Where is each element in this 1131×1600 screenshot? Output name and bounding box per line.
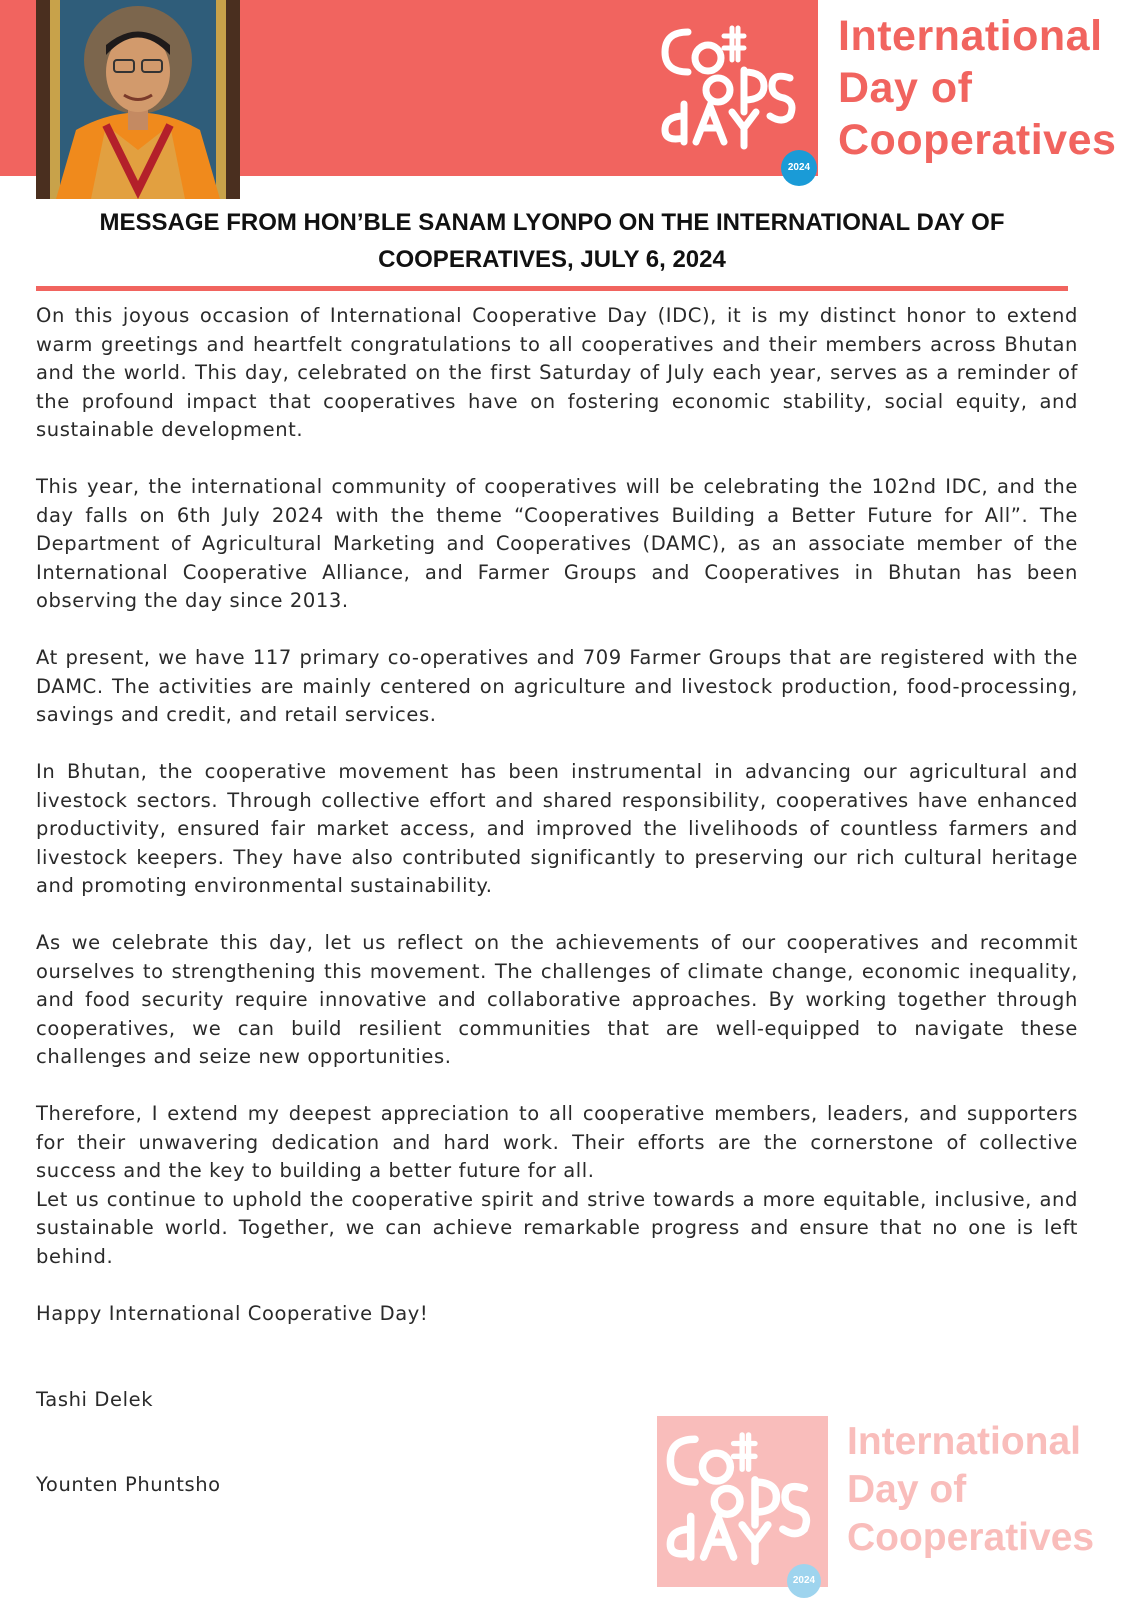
paragraph: At present, we have 117 primary co-operatives and 709 Farmer Groups that are registered with the DAMC. The activities are mainly centered on agriculture and livestock production, food-processing, savings and credit, and retail services. (36, 646, 1078, 726)
paragraph: Therefore, I extend my deepest appreciation to all cooperative members, leaders, and supporters for their unwavering dedication and hard work. Their efforts are the cornerstone of collective success and the key to building a better future for all. (36, 1102, 1078, 1182)
message-body (36, 302, 1078, 1357)
paragraph: This year, the international community of cooperatives will be celebrating the 102nd IDC, and the day falls on 6th July 2024 with the theme “Cooperatives Building a Better Future for All”. The Department of Agricultural Marketing and Cooperatives (DAMC), as an associate member of the International Cooperative Alliance, and Farmer Groups and Cooperatives in Bhutan has been observing the day since 2013. (36, 475, 1078, 612)
paragraph: On this joyous occasion of International Cooperative Day (IDC), it is my distinct honor to extend warm greetings and heartfelt congratulations to all cooperatives and their members across Bhutan and the world. This day, celebrated on the first Saturday of July each year, serves as a reminder of the profound impact that cooperatives have on fostering economic stability, social equity, and sustainable development. (36, 304, 1078, 441)
watermark-title (847, 1418, 1094, 1562)
logo-watermark (657, 1416, 1131, 1600)
greeting: Tashi Delek (36, 1388, 154, 1411)
logo-title (838, 10, 1116, 166)
watermark-title-line: International (847, 1420, 1082, 1463)
watermark-logo-box (657, 1416, 828, 1587)
year-badge: 2024 (781, 150, 817, 186)
page-title-line-1: MESSAGE FROM HON’BLE SANAM LYONPO ON THE INTERNATIONAL DAY OF (99, 209, 1005, 236)
portrait-photo (36, 0, 240, 199)
watermark-title-line: Day of (847, 1468, 967, 1511)
logo-title-line: Cooperatives (838, 116, 1117, 164)
watermark-year-badge: 2024 (787, 1564, 821, 1598)
title-divider (36, 286, 1068, 291)
watermark-title-line: Cooperatives (847, 1516, 1095, 1559)
coops-day-logo-mark (660, 20, 800, 150)
paragraph: Let us continue to uphold the cooperative spirit and strive towards a more equitable, inclusive, and sustainable world. Together, we can achieve remarkable progress and ensure that no one is left behind. (36, 1187, 1078, 1268)
paragraph: As we celebrate this day, let us reflect on the achievements of our cooperatives and recommit ourselves to strengthening this movement. The challenges of climate change, economic inequality, and food security require innovative and collaborative approaches. By working together through cooperatives, we can build resilient communities that are well-equipped to navigate these challenges and seize new opportunities. (36, 931, 1078, 1068)
page-title-line-2: COOPERATIVES, JULY 6, 2024 (378, 246, 726, 273)
page-title (36, 204, 1068, 278)
logo-title-line: Day of (838, 64, 973, 112)
paragraph: In Bhutan, the cooperative movement has been instrumental in advancing our agricultural and livestock sectors. Through collective effort and shared responsibility, cooperatives have enhanced productivity, ensured fair market access, and improved the livelihoods of countless farmers and livestock keepers. They have also contributed significantly to preserving our rich cultural heritage and promoting environmental sustainability. (36, 760, 1078, 897)
signatory-name: Younten Phuntsho (36, 1473, 221, 1496)
closing-line: Happy International Cooperative Day! (36, 1301, 429, 1325)
logo-title-line: International (838, 12, 1103, 60)
